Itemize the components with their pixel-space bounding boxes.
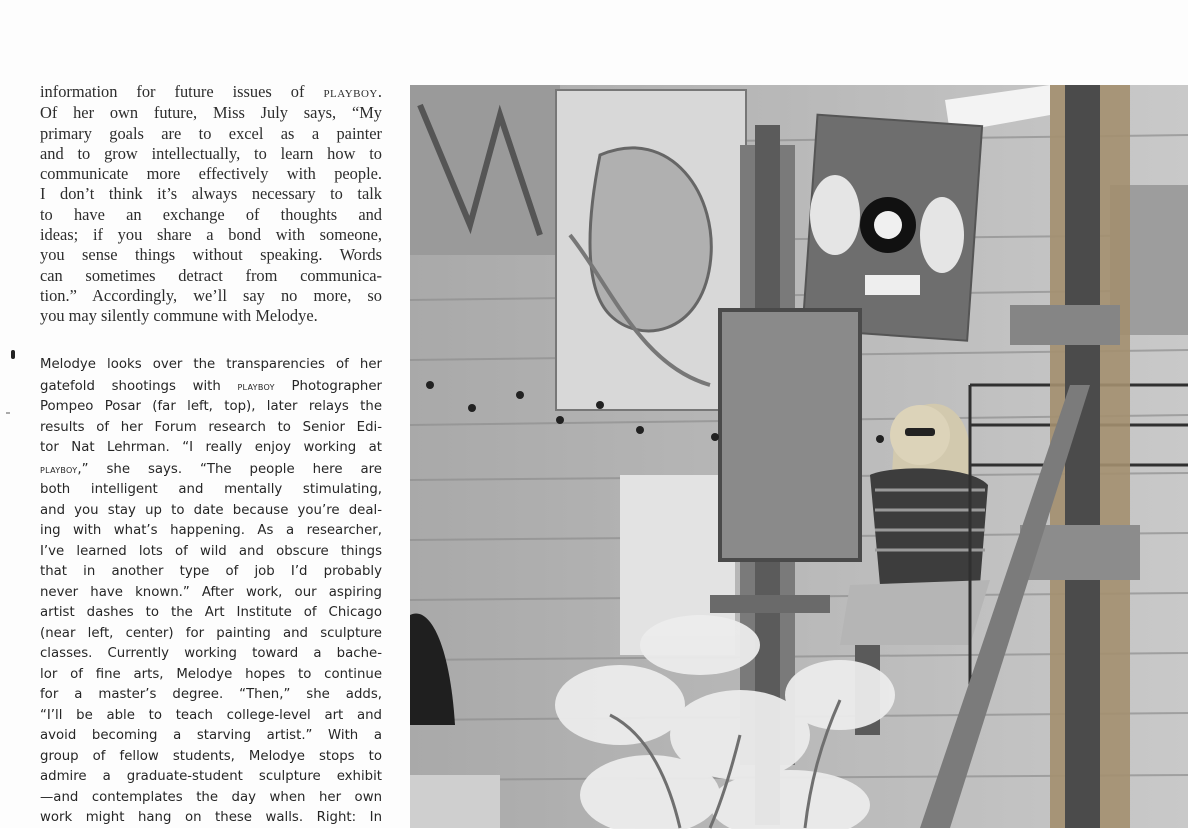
text-line — [40, 286, 382, 306]
text-line — [40, 124, 382, 144]
text-line — [40, 583, 382, 604]
text-line — [40, 788, 382, 809]
text-line — [40, 624, 382, 645]
text-segment: (near left, center) for painting and sculpture — [40, 625, 382, 641]
text-segment: tion.” Accordingly, we’ll say no more, so — [40, 285, 382, 305]
text-segment: never have known.” After work, our aspiring — [40, 584, 382, 600]
text-segment: and to grow intellectually, to learn how to — [40, 143, 382, 163]
text-line — [40, 501, 382, 522]
text-segment: Photographer — [274, 378, 382, 394]
text-line — [40, 164, 382, 184]
article-paragraph — [40, 82, 382, 327]
text-segment: for a master’s degree. “Then,” she adds, — [40, 687, 382, 702]
text-segment: you sense things without speaking. Words — [40, 245, 382, 265]
text-line — [40, 706, 382, 727]
text-line — [40, 808, 382, 825]
text-segment: I don’t think it’s always necessary to talk — [40, 184, 382, 204]
text-segment: ,” she says. “The people here are — [77, 461, 382, 477]
text-line — [40, 521, 382, 542]
studio-photograph — [410, 85, 1188, 828]
text-line — [40, 82, 382, 103]
text-line — [40, 438, 382, 459]
text-line — [40, 184, 382, 204]
text-segment: avoid becoming a starving artist.” With a — [40, 728, 382, 743]
photo-caption — [40, 355, 382, 825]
text-line — [40, 603, 382, 624]
text-line — [40, 355, 382, 376]
text-segment: primary goals are to excel as a painter — [40, 123, 382, 143]
text-segment: Melodye looks over the transparencies of her — [40, 357, 382, 372]
text-line — [40, 245, 382, 265]
text-segment: and you stay up to date because you’re deal- — [40, 502, 382, 518]
text-line — [40, 644, 382, 665]
text-segment: lor of fine arts, Melodye hopes to continue — [40, 666, 382, 682]
text-line — [40, 562, 382, 583]
text-segment: ing with what’s happening. As a researcher, — [40, 523, 382, 538]
text-line — [40, 542, 382, 563]
text-segment: artist dashes to the Art Institute of Chicago — [40, 605, 382, 620]
text-segment: that in another type of job I’d probably — [40, 564, 382, 579]
text-segment: both intelligent and mentally stimulating, — [40, 482, 382, 497]
text-line — [40, 418, 382, 439]
text-line — [40, 225, 382, 245]
text-line — [40, 726, 382, 747]
text-segment: you may silently commune with Melodye. — [40, 306, 318, 326]
text-segment: communicate more effectively with people. — [40, 164, 382, 184]
text-line — [40, 103, 382, 123]
text-segment: admire a graduate-student sculpture exhibit — [40, 769, 382, 784]
magazine-name: playboy — [323, 85, 378, 101]
text-segment: “I’ll be able to teach college-level art and — [40, 707, 382, 723]
text-segment: I’ve learned lots of wild and obscure things — [40, 543, 382, 559]
text-segment: results of her Forum research to Senior Edi- — [40, 419, 382, 435]
text-segment: gatefold shootings with — [40, 378, 238, 394]
text-line — [40, 266, 382, 286]
text-segment: to have an exchange of thoughts and — [40, 204, 382, 224]
text-line — [40, 665, 382, 686]
text-line — [40, 376, 382, 398]
text-segment: can sometimes detract from communica- — [40, 265, 382, 285]
text-segment: —and contemplates the day when her own — [40, 789, 382, 805]
text-line — [40, 767, 382, 788]
text-line — [40, 144, 382, 164]
text-segment: tor Nat Lehrman. “I really enjoy working at — [40, 440, 382, 455]
text-line — [40, 397, 382, 418]
text-line — [40, 480, 382, 501]
text-line — [40, 205, 382, 225]
margin-tick — [6, 412, 10, 414]
text-segment: ideas; if you share a bond with someone, — [40, 225, 382, 245]
text-segment: classes. Currently working toward a bache- — [40, 646, 382, 661]
text-segment: . — [377, 82, 382, 101]
margin-mark — [11, 350, 15, 359]
text-segment: group of fellow students, Melodye stops to — [40, 748, 382, 764]
text-segment: Pompeo Posar (far left, top), later relays the — [40, 399, 382, 414]
text-segment: work might hang on these walls. Right: In — [40, 810, 382, 825]
text-line — [40, 747, 382, 768]
magazine-name: playboy — [40, 461, 78, 476]
text-line — [40, 306, 382, 326]
text-segment: Of her own future, Miss July says, “My — [40, 103, 382, 123]
art-studio-photo — [410, 85, 1188, 828]
text-line — [40, 685, 382, 706]
text-line — [40, 459, 382, 481]
magazine-name: playboy — [237, 378, 275, 393]
text-segment: information for future issues of — [40, 82, 324, 101]
